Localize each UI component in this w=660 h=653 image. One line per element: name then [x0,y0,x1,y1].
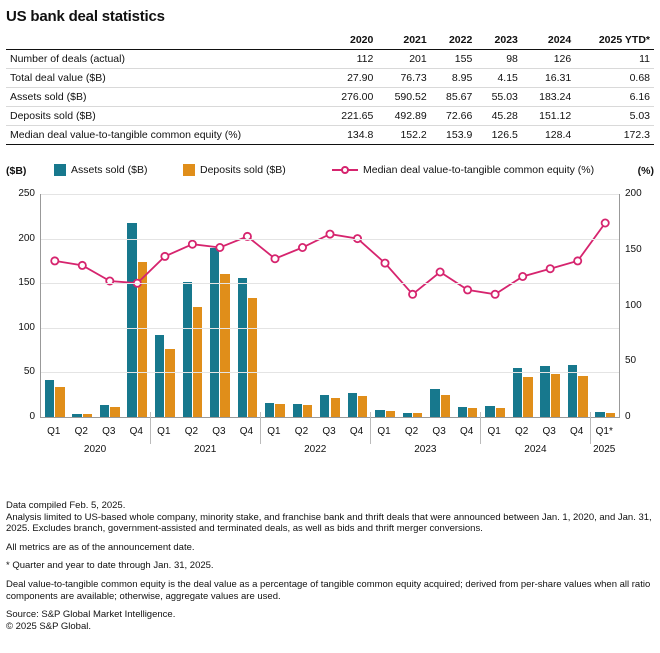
table-col-2024: 2024 [522,32,575,50]
note-line: Data compiled Feb. 5, 2025. [6,500,126,511]
x-axis-year-label: 2020 [83,444,107,455]
x-tick-label: Q4 [570,426,584,437]
cell: 0.68 [575,69,654,88]
x-tick-label: Q4 [459,426,474,437]
deposits-swatch-icon [183,164,195,176]
median-ratio-marker [326,231,333,238]
y-axis-tick-right: 200 [625,188,642,199]
year-separator [150,412,151,444]
row-label: Assets sold ($B) [6,88,324,107]
cell: 172.3 [575,126,654,145]
x-tick-label: Q2 [294,426,309,437]
median-ratio-marker [51,257,58,264]
x-axis-year-label: 2022 [304,444,327,455]
year-separator [590,412,591,444]
cell: 590.52 [377,88,430,107]
median-line-series [41,194,619,417]
table-col-2020: 2020 [324,32,377,50]
median-ratio-marker [519,273,526,280]
x-tick-label: Q4 [349,426,364,437]
x-axis-year-label: 2021 [194,444,217,455]
x-tick-label: Q3 [542,426,556,437]
gridline [41,328,619,329]
cell: 98 [476,50,522,69]
plot-area [18,188,642,422]
x-tick-label: Q1* [595,426,613,437]
cell: 492.89 [377,107,430,126]
right-axis-unit: (%) [637,165,654,177]
footnotes [6,500,656,632]
gridline [41,239,619,240]
cell: 126 [522,50,575,69]
cell: 152.2 [377,126,430,145]
x-axis-year-label: 2025 [593,444,616,455]
table-row [6,88,654,107]
table-row [6,69,654,88]
cell: 16.31 [522,69,575,88]
table-row [6,107,654,126]
x-tick-label: Q1 [487,426,501,437]
statistics-table [6,32,654,145]
chart-legend [6,164,654,180]
y-axis-tick-left: 0 [29,411,35,422]
table-col-2025-ytd: 2025 YTD* [575,32,654,50]
note-copyright: © 2025 S&P Global. [6,620,91,632]
gridline [41,194,619,195]
legend-label-assets: Assets sold ($B) [71,164,148,176]
cell: 45.28 [476,107,522,126]
combo-chart [6,186,654,466]
year-separator [480,412,481,444]
x-tick-label: Q2 [404,426,419,437]
table-col-2022: 2022 [431,32,477,50]
cell: 27.90 [324,69,377,88]
y-axis-tick-right: 50 [625,355,637,367]
median-ratio-marker [602,219,609,226]
year-separator [260,412,261,444]
median-ratio-marker [299,244,306,251]
page-title: US bank deal statistics [6,8,165,25]
cell: 134.8 [324,126,377,145]
x-axis-year-labels [40,444,620,458]
cell: 85.67 [431,88,477,107]
y-axis-tick-right: 150 [625,243,642,255]
x-axis-quarter-labels [40,426,620,440]
cell: 8.95 [431,69,477,88]
y-axis-tick-left: 200 [18,232,35,244]
cell: 183.24 [522,88,575,107]
cell: 151.12 [522,107,575,126]
y-axis-tick-left: 100 [18,321,35,333]
cell: 5.03 [575,107,654,126]
note-line: Deal value-to-tangible common equity is the deal value as a percentage of tangible common equity acquired; derived from per-share values when all ratio components are available; otherwise, aggregate values are used. [6,578,651,602]
cell: 128.4 [522,126,575,145]
table-header-row [6,32,654,50]
median-ratio-marker [547,265,554,272]
cell: 126.5 [476,126,522,145]
x-tick-label: Q3 [322,426,336,437]
year-separator [370,412,371,444]
x-tick-label: Q4 [239,426,254,437]
table-row [6,50,654,69]
median-ratio-marker [492,291,499,298]
cell: 112 [324,50,377,69]
cell: 55.03 [476,88,522,107]
x-tick-label: Q2 [74,426,88,437]
cell: 6.16 [575,88,654,107]
cell: 4.15 [476,69,522,88]
cell: 72.66 [431,107,477,126]
note-line: All metrics are as of the announcement date. [6,541,195,553]
legend-item-median-ratio [332,164,594,176]
median-ratio-marker [464,286,471,293]
median-ratio-marker [409,291,416,298]
cell: 153.9 [431,126,477,145]
y-axis-tick-left: 50 [23,366,35,378]
median-ratio-marker [574,257,581,264]
row-label: Number of deals (actual) [6,50,324,69]
x-tick-label: Q1 [377,426,391,437]
cell: 11 [575,50,654,69]
table-row [6,126,654,145]
cell: 201 [377,50,430,69]
legend-item-assets-sold [54,164,147,176]
x-tick-label: Q1 [157,426,171,437]
median-ratio-marker [216,244,223,251]
x-tick-label: Q3 [212,426,226,437]
line-marker-icon [332,164,358,176]
legend-label-deposits: Deposits sold ($B) [200,164,286,176]
left-axis-unit: ($B) [6,165,27,177]
x-axis-year-label: 2024 [524,444,547,455]
note-line: Analysis limited to US-based whole company, minority stake, and franchise bank and thrift deals that were announced between Jan. 1, 2020, and Jan. 31, 2025. Excludes branch, government-assisted and terminated deals, as well as bids and thrift merger conversions. [6,511,652,535]
median-ratio-marker [161,253,168,260]
legend-label-median: Median deal value-to-tangible common equity (%) [363,164,595,176]
x-tick-label: Q2 [514,426,529,437]
x-tick-label: Q3 [432,426,446,437]
cell: 76.73 [377,69,430,88]
median-ratio-marker [437,268,444,275]
cell: 155 [431,50,477,69]
cell: 221.65 [324,107,377,126]
x-tick-label: Q1 [47,426,61,437]
table-col-label [6,32,324,50]
y-axis-tick-right: 0 [625,411,631,422]
legend-item-deposits-sold [183,164,286,176]
table-col-2023: 2023 [476,32,522,50]
x-tick-label: Q1 [267,426,281,437]
median-ratio-marker [79,262,86,269]
row-label: Deposits sold ($B) [6,107,324,126]
x-axis-year-label: 2023 [414,444,437,455]
y-axis-tick-right: 100 [625,299,642,311]
y-axis-tick-left: 250 [18,188,35,199]
x-tick-label: Q3 [102,426,116,437]
median-ratio-marker [189,241,196,248]
y-axis-tick-left: 150 [18,277,35,289]
assets-swatch-icon [54,164,66,176]
gridline [41,283,619,284]
cell: 276.00 [324,88,377,107]
row-label: Median deal value-to-tangible common equity (%) [6,126,324,145]
row-label: Total deal value ($B) [6,69,324,88]
note-source: Source: S&P Global Market Intelligence. [6,609,176,621]
gridline [41,372,619,373]
x-tick-label: Q2 [184,426,199,437]
table-col-2021: 2021 [377,32,430,50]
note-line: * Quarter and year to date through Jan. 31, 2025. [6,560,214,572]
x-tick-label: Q4 [129,426,143,437]
median-ratio-marker [381,260,388,267]
median-ratio-marker [271,255,278,262]
